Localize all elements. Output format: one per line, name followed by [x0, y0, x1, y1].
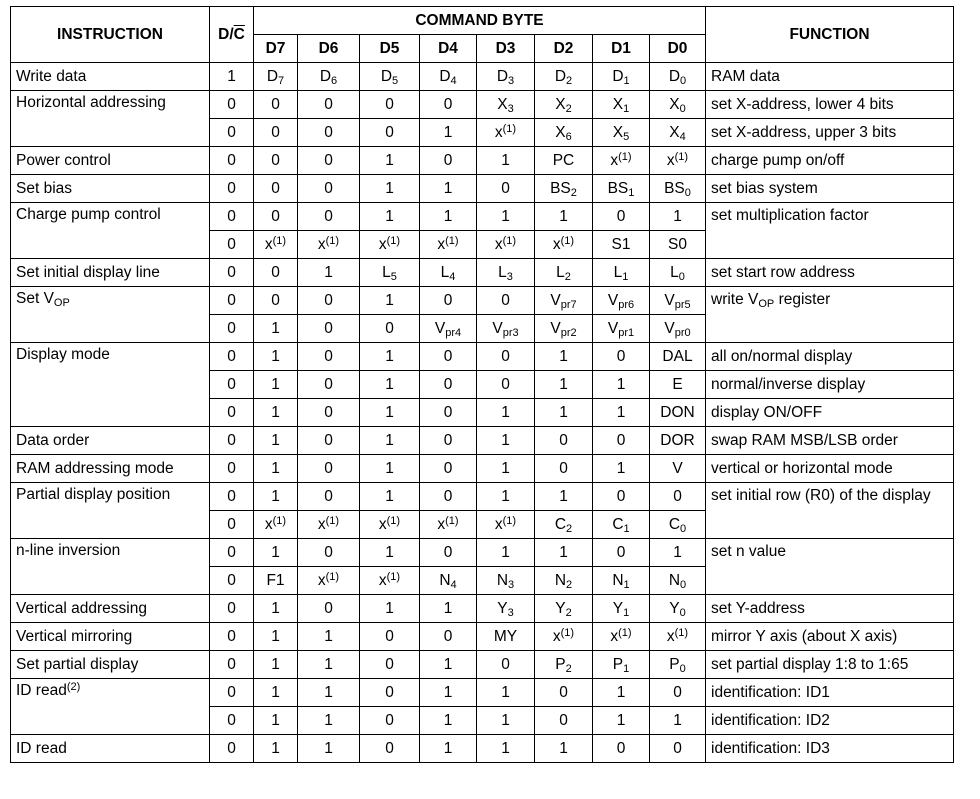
bit-cell-d7: 0 [254, 147, 298, 175]
bit-cell-d5: 0 [360, 91, 420, 119]
bit-cell-d4: 0 [420, 399, 477, 427]
bit-header: D5 [360, 35, 420, 63]
bit-cell-d6: 0 [298, 175, 360, 203]
bit-cell-d4: $D_4$ [420, 63, 477, 91]
bit-cell-d7: 0 [254, 259, 298, 287]
bit-cell-d2: $V_{pr2}$ [535, 315, 593, 343]
table-row [11, 147, 954, 175]
bit-cell-d2: 1 [535, 483, 593, 511]
bit-cell-d4: 1 [420, 651, 477, 679]
function-cell: identification: ID2 [706, 707, 954, 735]
bit-cell-d2: $BS_2$ [535, 175, 593, 203]
bit-cell-d3: 0 [477, 651, 535, 679]
dc-cell: 0 [210, 203, 254, 231]
bit-header: D3 [477, 35, 535, 63]
bit-cell-d1: $V_{pr1}$ [593, 315, 650, 343]
bit-cell-d4: 0 [420, 539, 477, 567]
function-cell: set initial row (R0) of the display [706, 483, 954, 539]
bit-cell-d6: 0 [298, 147, 360, 175]
table-row [11, 483, 954, 511]
bit-cell-d2: $D_2$ [535, 63, 593, 91]
table-row [11, 91, 954, 119]
bit-cell-d2: $X_2$ [535, 91, 593, 119]
bit-cell-d1: 1 [593, 679, 650, 707]
dc-cell: 0 [210, 147, 254, 175]
bit-cell-d4: $x^{(1)}$ [420, 231, 477, 259]
bit-cell-d1: 1 [593, 707, 650, 735]
bit-cell-d6: 1 [298, 679, 360, 707]
bit-cell-d2: $P_2$ [535, 651, 593, 679]
bit-cell-d6: 0 [298, 427, 360, 455]
command-table [10, 6, 954, 763]
table-row [11, 343, 954, 371]
bit-cell-d0: $X_4$ [650, 119, 706, 147]
bit-cell-d3: 1 [477, 707, 535, 735]
bit-cell-d7: $x^{(1)}$ [254, 511, 298, 539]
bit-cell-d3: 1 [477, 483, 535, 511]
dc-cell: 0 [210, 119, 254, 147]
table-row [11, 595, 954, 623]
bit-cell-d1: $X_5$ [593, 119, 650, 147]
bit-cell-d5: 1 [360, 203, 420, 231]
bit-cell-d3: $Y_3$ [477, 595, 535, 623]
dc-cell: 0 [210, 371, 254, 399]
instruction-name: Charge pump control [11, 203, 210, 259]
table-row [11, 623, 954, 651]
bit-cell-d4: 1 [420, 707, 477, 735]
instruction-name: Vertical addressing [11, 595, 210, 623]
bit-cell-d3: 1 [477, 147, 535, 175]
bit-cell-d7: 1 [254, 427, 298, 455]
table-row [11, 203, 954, 231]
bit-cell-d4: $V_{pr4}$ [420, 315, 477, 343]
bit-cell-d3: 1 [477, 399, 535, 427]
table-row [11, 539, 954, 567]
bit-cell-d5: 0 [360, 679, 420, 707]
table-row [11, 259, 954, 287]
bit-cell-d3: 1 [477, 427, 535, 455]
dc-cell: 0 [210, 483, 254, 511]
bit-cell-d4: 1 [420, 735, 477, 763]
bit-cell-d5: 1 [360, 287, 420, 315]
dc-cell: 0 [210, 679, 254, 707]
bit-cell-d3: 1 [477, 735, 535, 763]
function-cell: RAM data [706, 63, 954, 91]
instruction-header: INSTRUCTION [11, 7, 210, 63]
bit-cell-d6: $x^{(1)}$ [298, 511, 360, 539]
bit-cell-d4: 0 [420, 343, 477, 371]
bit-cell-d6: 0 [298, 399, 360, 427]
instruction-name: Power control [11, 147, 210, 175]
bit-cell-d1: 0 [593, 539, 650, 567]
dc-cell: 0 [210, 707, 254, 735]
function-cell: set Y-address [706, 595, 954, 623]
bit-cell-d6: 1 [298, 707, 360, 735]
bit-cell-d5: 1 [360, 147, 420, 175]
dc-cell: 0 [210, 511, 254, 539]
bit-cell-d3: 0 [477, 287, 535, 315]
bit-cell-d4: 1 [420, 595, 477, 623]
table-row [11, 455, 954, 483]
bit-cell-d7: 1 [254, 539, 298, 567]
bit-cell-d1: 0 [593, 203, 650, 231]
function-cell: set multiplication factor [706, 203, 954, 259]
bit-cell-d0: 0 [650, 735, 706, 763]
table-row [11, 679, 954, 707]
bit-cell-d1: S1 [593, 231, 650, 259]
bit-cell-d7: 1 [254, 651, 298, 679]
bit-cell-d1: $P_1$ [593, 651, 650, 679]
bit-cell-d3: 0 [477, 343, 535, 371]
function-cell: swap RAM MSB/LSB order [706, 427, 954, 455]
dc-cell: 0 [210, 623, 254, 651]
bit-cell-d4: 0 [420, 371, 477, 399]
function-cell: display ON/OFF [706, 399, 954, 427]
instruction-name: Set $V_{OP}$ [11, 287, 210, 343]
bit-cell-d5: 1 [360, 343, 420, 371]
bit-cell-d4: 1 [420, 119, 477, 147]
bit-cell-d7: 1 [254, 623, 298, 651]
instruction-name: Display mode [11, 343, 210, 427]
bit-header: D1 [593, 35, 650, 63]
bit-cell-d2: 1 [535, 399, 593, 427]
bit-cell-d3: 0 [477, 175, 535, 203]
bit-cell-d2: $x^{(1)}$ [535, 623, 593, 651]
bit-cell-d1: $x^{(1)}$ [593, 623, 650, 651]
bit-cell-d3: 1 [477, 455, 535, 483]
dc-cell: 0 [210, 259, 254, 287]
bit-cell-d2: 0 [535, 455, 593, 483]
bit-cell-d6: 0 [298, 483, 360, 511]
bit-cell-d3: 1 [477, 203, 535, 231]
function-cell: all on/normal display [706, 343, 954, 371]
bit-cell-d1: 1 [593, 371, 650, 399]
bit-cell-d5: 1 [360, 539, 420, 567]
bit-cell-d6: 0 [298, 91, 360, 119]
instruction-name: Data order [11, 427, 210, 455]
bit-cell-d1: $x^{(1)}$ [593, 147, 650, 175]
dc-cell: 0 [210, 399, 254, 427]
bit-cell-d6: $D_6$ [298, 63, 360, 91]
bit-cell-d1: $V_{pr6}$ [593, 287, 650, 315]
bit-cell-d7: 0 [254, 119, 298, 147]
bit-cell-d1: 1 [593, 455, 650, 483]
dc-cell: 1 [210, 63, 254, 91]
bit-header: D7 [254, 35, 298, 63]
bit-cell-d6: 1 [298, 651, 360, 679]
dc-cell: 0 [210, 595, 254, 623]
bit-cell-d0: $BS_0$ [650, 175, 706, 203]
bit-cell-d5: $x^{(1)}$ [360, 567, 420, 595]
bit-cell-d4: 0 [420, 427, 477, 455]
dc-cell: 0 [210, 651, 254, 679]
bit-cell-d2: 0 [535, 679, 593, 707]
bit-cell-d0: $V_{pr0}$ [650, 315, 706, 343]
bit-cell-d6: $x^{(1)}$ [298, 231, 360, 259]
function-cell: charge pump on/off [706, 147, 954, 175]
bit-cell-d5: 0 [360, 651, 420, 679]
instruction-name: Set partial display [11, 651, 210, 679]
bit-cell-d5: $D_5$ [360, 63, 420, 91]
bit-cell-d4: 0 [420, 455, 477, 483]
bit-cell-d4: 0 [420, 623, 477, 651]
bit-header: D4 [420, 35, 477, 63]
bit-cell-d7: 1 [254, 371, 298, 399]
bit-cell-d0: 1 [650, 539, 706, 567]
bit-cell-d6: 0 [298, 539, 360, 567]
bit-cell-d5: 0 [360, 315, 420, 343]
table-row [11, 427, 954, 455]
function-cell: set bias system [706, 175, 954, 203]
table-row [11, 63, 954, 91]
bit-cell-d2: $X_6$ [535, 119, 593, 147]
bit-cell-d1: 1 [593, 399, 650, 427]
instruction-name: ID read [11, 735, 210, 763]
dc-cell: 0 [210, 567, 254, 595]
dc-cell: 0 [210, 343, 254, 371]
bit-cell-d3: $x^{(1)}$ [477, 119, 535, 147]
bit-cell-d1: 0 [593, 483, 650, 511]
bit-cell-d1: $D_1$ [593, 63, 650, 91]
bit-header: D2 [535, 35, 593, 63]
bit-cell-d5: $x^{(1)}$ [360, 231, 420, 259]
bit-cell-d5: $x^{(1)}$ [360, 511, 420, 539]
bit-cell-d0: DOR [650, 427, 706, 455]
bit-cell-d3: $x^{(1)}$ [477, 231, 535, 259]
bit-cell-d6: 0 [298, 371, 360, 399]
bit-cell-d0: $P_0$ [650, 651, 706, 679]
bit-cell-d4: 1 [420, 679, 477, 707]
command-byte-header: COMMAND BYTE [254, 7, 706, 35]
bit-cell-d5: 1 [360, 371, 420, 399]
bit-cell-d3: MY [477, 623, 535, 651]
bit-cell-d4: 1 [420, 175, 477, 203]
bit-cell-d1: $Y_1$ [593, 595, 650, 623]
instruction-name: Set initial display line [11, 259, 210, 287]
header-row-1 [11, 7, 954, 35]
bit-cell-d5: 1 [360, 399, 420, 427]
bit-cell-d3: 0 [477, 371, 535, 399]
table-row [11, 735, 954, 763]
dc-cell: 0 [210, 315, 254, 343]
function-cell: set n value [706, 539, 954, 595]
table-body [11, 63, 954, 763]
bit-cell-d0: $L_0$ [650, 259, 706, 287]
dc-cell: 0 [210, 287, 254, 315]
bit-cell-d4: 0 [420, 147, 477, 175]
bit-cell-d2: $Y_2$ [535, 595, 593, 623]
bit-cell-d6: 1 [298, 735, 360, 763]
bit-cell-d2: 1 [535, 735, 593, 763]
bit-cell-d2: 1 [535, 203, 593, 231]
bit-cell-d6: 0 [298, 595, 360, 623]
bit-cell-d7: 1 [254, 483, 298, 511]
dc-cell: 0 [210, 735, 254, 763]
bit-cell-d1: 0 [593, 427, 650, 455]
table-row [11, 175, 954, 203]
function-cell: vertical or horizontal mode [706, 455, 954, 483]
bit-cell-d2: 1 [535, 343, 593, 371]
bit-cell-d5: 0 [360, 623, 420, 651]
instruction-name: Vertical mirroring [11, 623, 210, 651]
function-header: FUNCTION [706, 7, 954, 63]
bit-cell-d0: 0 [650, 483, 706, 511]
bit-cell-d6: 0 [298, 455, 360, 483]
instruction-name: n-line inversion [11, 539, 210, 595]
bit-cell-d6: 0 [298, 343, 360, 371]
function-cell: set X-address, upper 3 bits [706, 119, 954, 147]
bit-cell-d7: 1 [254, 595, 298, 623]
bit-cell-d5: 0 [360, 707, 420, 735]
bit-cell-d3: $V_{pr3}$ [477, 315, 535, 343]
bit-cell-d3: $D_3$ [477, 63, 535, 91]
instruction-name: Set bias [11, 175, 210, 203]
bit-cell-d2: PC [535, 147, 593, 175]
bit-cell-d5: 1 [360, 483, 420, 511]
function-cell: identification: ID3 [706, 735, 954, 763]
bit-cell-d0: V [650, 455, 706, 483]
bit-cell-d5: 1 [360, 175, 420, 203]
table-row [11, 287, 954, 315]
instruction-name: Write data [11, 63, 210, 91]
bit-cell-d1: $L_1$ [593, 259, 650, 287]
bit-cell-d4: 0 [420, 91, 477, 119]
bit-cell-d4: 0 [420, 483, 477, 511]
bit-cell-d2: 0 [535, 427, 593, 455]
bit-cell-d7: 0 [254, 287, 298, 315]
dc-header: $D/\overline{C}$ [210, 7, 254, 63]
bit-cell-d3: 1 [477, 679, 535, 707]
function-cell: set start row address [706, 259, 954, 287]
function-cell: normal/inverse display [706, 371, 954, 399]
bit-cell-d1: $BS_1$ [593, 175, 650, 203]
bit-cell-d2: $x^{(1)}$ [535, 231, 593, 259]
bit-cell-d6: $x^{(1)}$ [298, 567, 360, 595]
bit-cell-d2: $L_2$ [535, 259, 593, 287]
bit-cell-d4: $x^{(1)}$ [420, 511, 477, 539]
bit-cell-d0: $Y_0$ [650, 595, 706, 623]
bit-cell-d3: $L_3$ [477, 259, 535, 287]
bit-cell-d7: 1 [254, 455, 298, 483]
bit-cell-d4: 1 [420, 203, 477, 231]
bit-cell-d0: $X_0$ [650, 91, 706, 119]
bit-cell-d2: $V_{pr7}$ [535, 287, 593, 315]
bit-cell-d0: DAL [650, 343, 706, 371]
bit-cell-d0: $D_0$ [650, 63, 706, 91]
bit-cell-d0: 1 [650, 203, 706, 231]
bit-header: D6 [298, 35, 360, 63]
bit-cell-d6: 0 [298, 315, 360, 343]
bit-cell-d5: 1 [360, 595, 420, 623]
bit-cell-d0: 0 [650, 679, 706, 707]
dc-cell: 0 [210, 455, 254, 483]
instruction-name: Partial display position [11, 483, 210, 539]
bit-cell-d2: $N_2$ [535, 567, 593, 595]
bit-cell-d1: $N_1$ [593, 567, 650, 595]
bit-cell-d6: 1 [298, 623, 360, 651]
function-cell: mirror Y axis (about X axis) [706, 623, 954, 651]
bit-cell-d1: $X_1$ [593, 91, 650, 119]
bit-cell-d0: DON [650, 399, 706, 427]
bit-cell-d7: 1 [254, 679, 298, 707]
bit-cell-d5: 0 [360, 119, 420, 147]
bit-cell-d3: 1 [477, 539, 535, 567]
bit-cell-d2: 0 [535, 707, 593, 735]
function-cell: identification: ID1 [706, 679, 954, 707]
instruction-name: ID read$^{(2)}$ [11, 679, 210, 735]
bit-cell-d3: $X_3$ [477, 91, 535, 119]
bit-cell-d0: $x^{(1)}$ [650, 623, 706, 651]
bit-cell-d1: $C_1$ [593, 511, 650, 539]
bit-cell-d5: 1 [360, 455, 420, 483]
instruction-name: RAM addressing mode [11, 455, 210, 483]
bit-cell-d2: 1 [535, 539, 593, 567]
bit-cell-d1: 0 [593, 343, 650, 371]
dc-cell: 0 [210, 231, 254, 259]
bit-cell-d6: 0 [298, 203, 360, 231]
bit-cell-d7: $x^{(1)}$ [254, 231, 298, 259]
dc-cell: 0 [210, 175, 254, 203]
bit-cell-d4: $L_4$ [420, 259, 477, 287]
function-cell: write $V_{OP}$ register [706, 287, 954, 343]
bit-cell-d0: $V_{pr5}$ [650, 287, 706, 315]
bit-cell-d0: $x^{(1)}$ [650, 147, 706, 175]
bit-cell-d0: 1 [650, 707, 706, 735]
bit-cell-d0: E [650, 371, 706, 399]
bit-cell-d2: 1 [535, 371, 593, 399]
dc-cell: 0 [210, 539, 254, 567]
bit-cell-d7: 1 [254, 315, 298, 343]
instruction-name: Horizontal addressing [11, 91, 210, 147]
bit-cell-d3: $x^{(1)}$ [477, 511, 535, 539]
bit-cell-d7: 0 [254, 175, 298, 203]
bit-cell-d7: $D_7$ [254, 63, 298, 91]
bit-cell-d4: 0 [420, 287, 477, 315]
function-cell: set partial display 1:8 to 1:65 [706, 651, 954, 679]
bit-cell-d1: 0 [593, 735, 650, 763]
bit-cell-d3: $N_3$ [477, 567, 535, 595]
bit-cell-d6: 0 [298, 119, 360, 147]
table-row [11, 651, 954, 679]
bit-cell-d7: 0 [254, 203, 298, 231]
bit-cell-d4: $N_4$ [420, 567, 477, 595]
bit-cell-d7: 1 [254, 735, 298, 763]
bit-header: D0 [650, 35, 706, 63]
bit-cell-d2: $C_2$ [535, 511, 593, 539]
bit-cell-d5: $L_5$ [360, 259, 420, 287]
bit-cell-d0: S0 [650, 231, 706, 259]
dc-cell: 0 [210, 91, 254, 119]
bit-cell-d6: 1 [298, 259, 360, 287]
bit-cell-d7: 1 [254, 343, 298, 371]
function-cell: set X-address, lower 4 bits [706, 91, 954, 119]
bit-cell-d7: 1 [254, 707, 298, 735]
bit-cell-d6: 0 [298, 287, 360, 315]
dc-cell: 0 [210, 427, 254, 455]
bit-cell-d5: 1 [360, 427, 420, 455]
bit-cell-d0: $N_0$ [650, 567, 706, 595]
bit-cell-d5: 0 [360, 735, 420, 763]
bit-cell-d7: F1 [254, 567, 298, 595]
bit-cell-d7: 1 [254, 399, 298, 427]
bit-cell-d7: 0 [254, 91, 298, 119]
bit-cell-d0: $C_0$ [650, 511, 706, 539]
